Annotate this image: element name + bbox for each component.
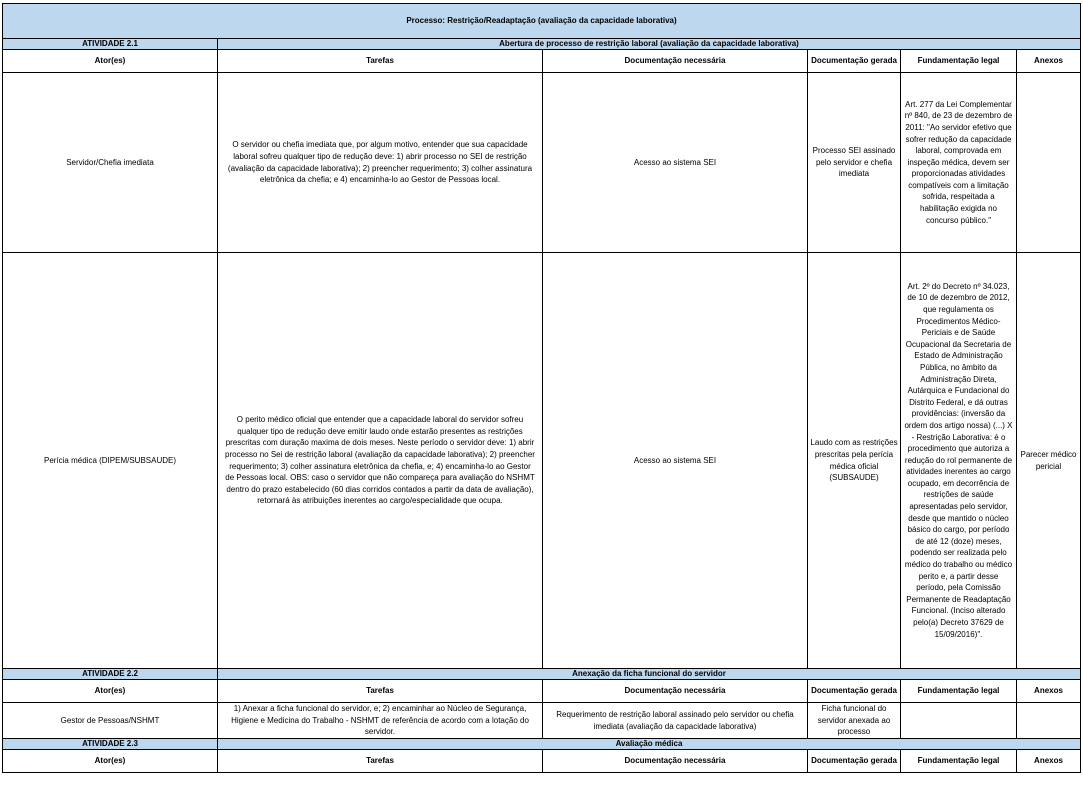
header-tasks: Tarefas [218,680,543,703]
cell-annexes [1017,73,1081,253]
cell-tasks: 1) Anexar a ficha funcional do servidor, e; 2) encaminhar ao Núcleo de Segurança, Higiene e Medicina do Trabalho - NSHMT de referência de acordo com a lotação do servidor. [218,703,543,739]
cell-actor: Perícia médica (DIPEM/SUBSAUDE) [3,253,218,669]
table-row [3,253,1081,669]
cell-tasks: O perito médico oficial que entender que a capacidade laboral do servidor sofreu qualquer tipo de redução deve emitir laudo onde estarão presentes as restrições prescritas com duração maxima de dois meses. Neste período o servidor deve: 1) abrir processo no Sei de restrição laboral (avaliação da capacidade laborativa); 2) preencher requerimento; 3) colher assinatura eletrônica da chefia, e; 4) encaminha-lo ao Gestor de Pessoas local. OBS: caso o servidor que não compareça para avaliação do NSHMT dentro do prazo estabelecido (60 dias corridos contados a partir da data de avaliação), retornará às atribuições inerentes ao cargo/especialidade que ocupa. [218,253,543,669]
cell-legal [901,703,1017,739]
header-tasks: Tarefas [218,50,543,73]
header-annexes: Anexos [1017,680,1081,703]
header-docs-generated: Documentação gerada [808,750,901,773]
header-docs-generated: Documentação gerada [808,50,901,73]
header-annexes: Anexos [1017,50,1081,73]
activity-name: Anexação da ficha funcional do servidor [218,669,1081,680]
header-legal: Fundamentação legal [901,680,1017,703]
header-docs-needed: Documentação necessária [543,750,808,773]
table-row [3,703,1081,739]
header-annexes: Anexos [1017,750,1081,773]
cell-legal: Art. 277 da Lei Complementar nº 840, de 23 de dezembro de 2011: "Ao servidor efetivo que sofrer redução da capacidade laboral, comprovada em inspeção médica, devem ser proporcionadas atividades compatíveis com a limitação sofrida, respeitada a habilitação exigida no concurso público." [901,73,1017,253]
cell-docs-generated: Ficha funcional do servidor anexada ao processo [808,703,901,739]
cell-actor: Servidor/Chefia imediata [3,73,218,253]
header-legal: Fundamentação legal [901,50,1017,73]
cell-actor: Gestor de Pessoas/NSHMT [3,703,218,739]
activity-code: ATIVIDADE 2.3 [3,739,218,750]
header-actor: Ator(es) [3,680,218,703]
activity-code: ATIVIDADE 2.1 [3,39,218,50]
table-row [3,73,1081,253]
column-headers [3,50,1081,73]
header-actor: Ator(es) [3,50,218,73]
activity-header [3,39,1081,50]
activity-name: Abertura de processo de restrição laboral (avaliação da capacidade laborativa) [218,39,1081,50]
activity-header [3,739,1081,750]
activity-header [3,669,1081,680]
page-title: Processo: Restrição/Readaptação (avaliação da capacidade laborativa) [3,4,1081,39]
header-docs-generated: Documentação gerada [808,680,901,703]
header-tasks: Tarefas [218,750,543,773]
column-headers [3,680,1081,703]
cell-annexes: Parecer médico pericial [1017,253,1081,669]
process-table [2,3,1081,773]
cell-docs-needed: Requerimento de restrição laboral assinado pelo servidor ou chefia imediata (avaliação da capacidade laborativa) [543,703,808,739]
cell-tasks: O servidor ou chefia imediata que, por algum motivo, entender que sua capacidade laboral sofreu qualquer tipo de redução deve: 1) abrir processo no SEI de restrição (avaliação da capacidade laborativa); 2) preencher requerimento; 3) colher assinatura eletrônica da chefia; e 4) encaminha-lo ao Gestor de Pessoas local. [218,73,543,253]
cell-docs-needed: Acesso ao sistema SEI [543,73,808,253]
header-actor: Ator(es) [3,750,218,773]
cell-annexes [1017,703,1081,739]
cell-docs-needed: Acesso ao sistema SEI [543,253,808,669]
header-docs-needed: Documentação necessária [543,680,808,703]
column-headers [3,750,1081,773]
header-legal: Fundamentação legal [901,750,1017,773]
header-docs-needed: Documentação necessária [543,50,808,73]
cell-legal: Art. 2º do Decreto nº 34.023, de 10 de dezembro de 2012, que regulamenta os Procedimentos Médico-Periciais e de Saúde Ocupacional da Secretaria de Estado de Administração Pública, no âmbito da Administração Direta, Autárquica e Fundacional do Distrito Federal, e dá outras providências: (inversão da ordem dos artigo nossa) (...) X - Restrição Laborativa: é o procedimento que autoriza a redução do rol permanente de atividades inerentes ao cargo ocupado, em decorrência de restrições de saúde apresentadas pelo servidor, desde que mantido o núcleo básico do cargo, por período de até 12 (doze) meses, podendo ser realizada pelo médico do trabalho ou médico perito e, a partir desse período, pela Comissão Permanente de Readaptação Funcional. (Inciso alterado pelo(a) Decreto 37629 de 15/09/2016)". [901,253,1017,669]
activity-name: Avaliação médica [218,739,1081,750]
cell-docs-generated: Processo SEI assinado pelo servidor e chefia imediata [808,73,901,253]
cell-docs-generated: Laudo com as restrições prescritas pela perícia médica oficial (SUBSAUDE) [808,253,901,669]
activity-code: ATIVIDADE 2.2 [3,669,218,680]
